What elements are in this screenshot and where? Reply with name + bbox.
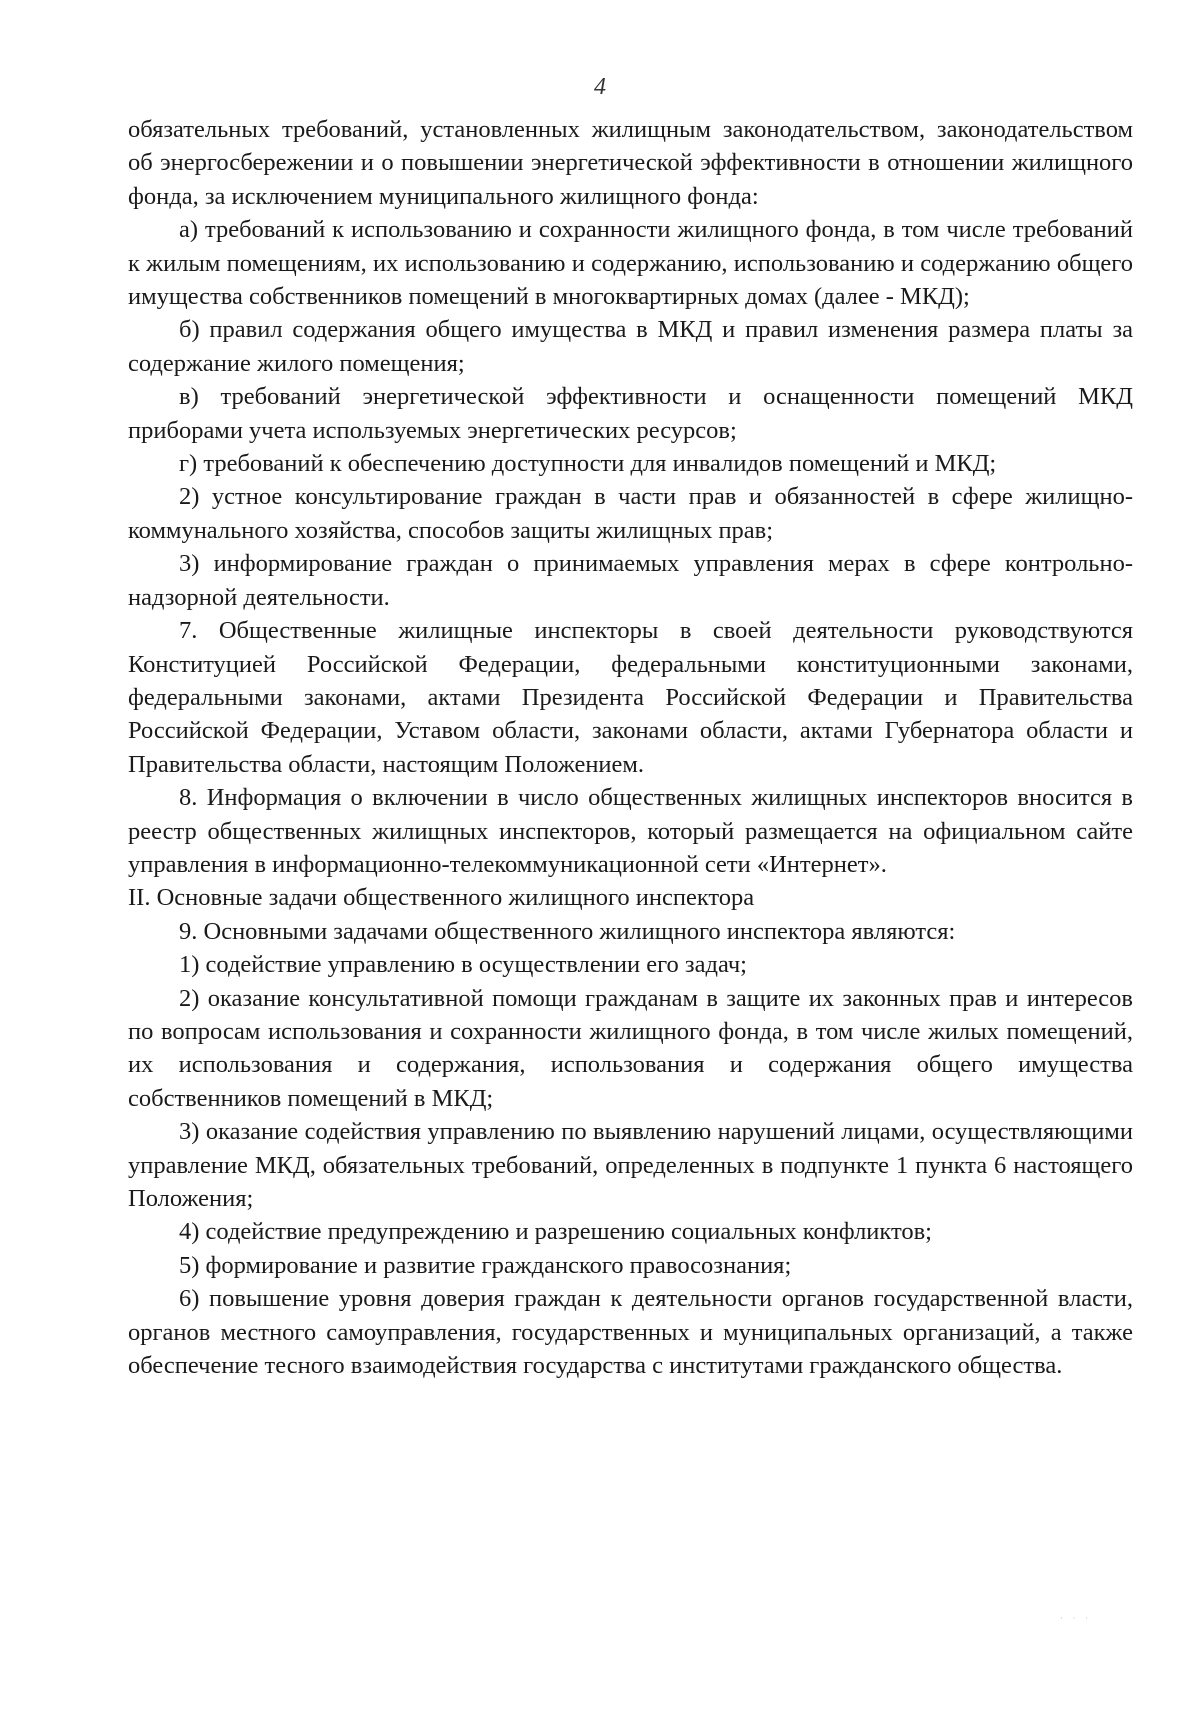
paragraph-7: 7. Общественные жилищные инспекторы в своей деятельности руководствуются Конституцией Российской Федерации, федеральными конституционными законами, федеральными законами, актами Президента Российской Федерации и Правительства Российской Федерации, Уставом области, законами области, актами Губернатора области и Правительства области, настоящим Положением. [128, 617, 1133, 778]
paragraph-continuation: обязательных требований, установленных жилищным законодательством, законодательством об энергосбережении и о повышении энергетической эффективности в отношении жилищного фонда, за исключением муниципального жилищного фонда: [128, 116, 1133, 210]
paragraph-item-v: в) требований энергетической эффективности и оснащенности помещений МКД приборами учета используемых энергетических ресурсов; [128, 383, 1133, 444]
paragraph-item-g: г) требований к обеспечению доступности для инвалидов помещений и МКД; [179, 450, 997, 478]
paragraph-task-6: 6) повышение уровня доверия граждан к деятельности органов государственной власти, органов местного самоуправления, государственных и муниципальных организаций, а также обеспечение тесного взаимодействия государства с институтами гражданского общества. [128, 1285, 1133, 1380]
section-title: II. Основные задачи общественного жилищного инспектора [128, 884, 755, 912]
page-number: 4 [594, 74, 606, 100]
scan-speck: · · · [1060, 1614, 1092, 1623]
paragraph-task-5: 5) формирование и развитие гражданского правосознания; [179, 1251, 792, 1279]
paragraph-item-b: б) правил содержания общего имущества в МКД и правил изменения размера платы за содержание жилого помещения; [128, 316, 1133, 377]
document-body [128, 113, 1133, 1382]
paragraph-9: 9. Основными задачами общественного жилищного инспектора являются: [179, 917, 956, 945]
paragraph-task-3: 3) оказание содействия управлению по выявлению нарушений лицами, осуществляющими управление МКД, обязательных требований, определенных в подпункте 1 пункта 6 настоящего Положения; [128, 1118, 1133, 1212]
paragraph-item-a: а) требований к использованию и сохранности жилищного фонда, в том числе требований к жилым помещениям, их использованию и содержанию, использованию и содержанию общего имущества собственников помещений в многоквартирных домах (далее - МКД); [128, 216, 1133, 311]
paragraph-8: 8. Информация о включении в число общественных жилищных инспекторов вносится в реестр общественных жилищных инспекторов, который размещается на официальном сайте управления в информационно-телекоммуникационной сети «Интернет». [128, 784, 1133, 878]
paragraph-item-3: 3) информирование граждан о принимаемых управления мерах в сфере контрольно-надзорной деятельности. [128, 550, 1133, 611]
paragraph-task-4: 4) содействие предупреждению и разрешению социальных конфликтов; [179, 1218, 932, 1246]
paragraph-task-2: 2) оказание консультативной помощи гражданам в защите их законных прав и интересов по вопросам использования и сохранности жилищного фонда, в том числе жилых помещений, их использования и содержания, использования и содержания общего имущества собственников помещений в МКД; [128, 984, 1133, 1112]
paragraph-task-1: 1) содействие управлению в осуществлении его задач; [179, 951, 747, 979]
paragraph-item-2: 2) устное консультирование граждан в части прав и обязанностей в сфере жилищно-коммунального хозяйства, способов защиты жилищных прав; [128, 483, 1133, 544]
